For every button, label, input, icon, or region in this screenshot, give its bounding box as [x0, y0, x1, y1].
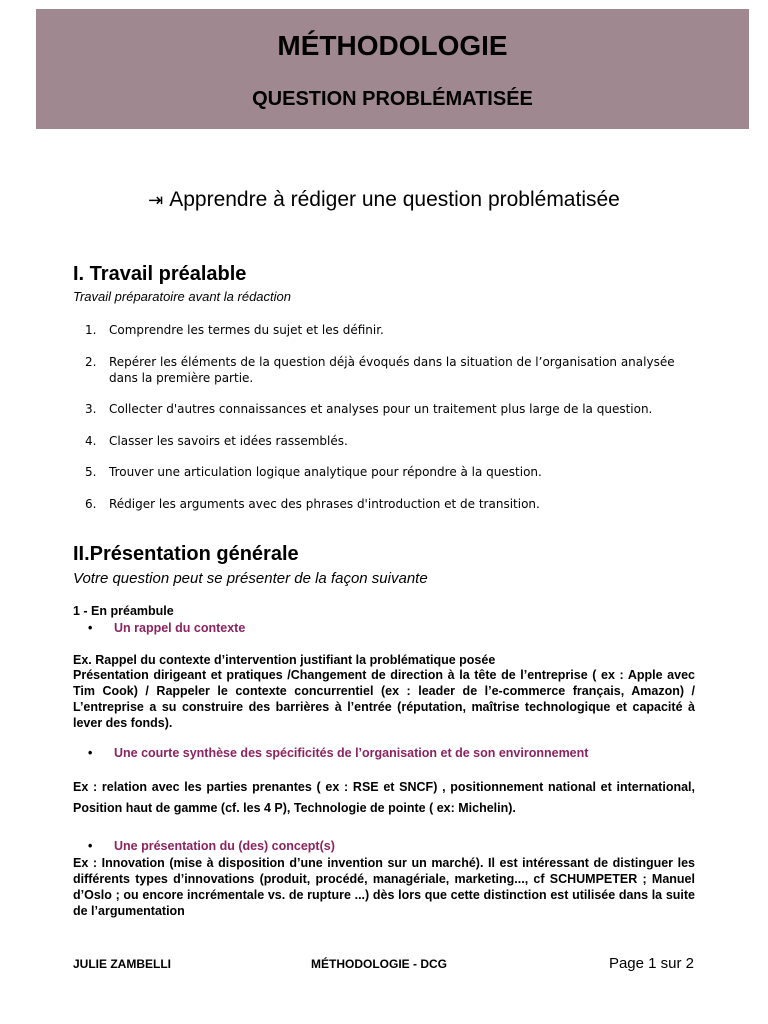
objective-text: Apprendre à rédiger une question problématisée: [169, 188, 620, 211]
example1-body: Présentation dirigeant et pratiques /Changement de direction à la tête de l’entreprise ( ex : Apple avec Tim Cook) / Rappeler le contexte concurrentiel (ex : leader de l’e-commerce français, Amazon) / L’entreprise a su construire des barrières à l’entrée (réputation, maîtrise technologique et capacité à lever des fonds).: [73, 668, 695, 730]
section2-heading: II.Présentation générale: [73, 543, 299, 565]
arrow-to-right-icon: ⇥: [148, 190, 164, 210]
example1-title: Ex. Rappel du contexte d’intervention justifiant la problématique posée: [73, 653, 496, 667]
footer-author: JULIE ZAMBELLI: [73, 957, 171, 971]
bullet-synthesis: • Une courte synthèse des spécificités de l’organisation et de son environnement: [88, 746, 589, 760]
steps-list: [73, 322, 688, 527]
list-item: 5. Trouver une articulation logique analytique pour répondre à la question.: [85, 465, 542, 479]
bullet-concepts: • Une présentation du (des) concept(s): [88, 839, 335, 853]
page-title: MÉTHODOLOGIE: [277, 30, 508, 61]
list-item: 3. Collecter d'autres connaissances et analyses pour un traitement plus large de la question.: [85, 402, 653, 416]
list-item: 2. Repérer les éléments de la question déjà évoqués dans la situation de l’organisation analysée dans la première partie.: [85, 354, 675, 385]
list-item: 4. Classer les savoirs et idées rassemblés.: [85, 433, 348, 448]
list-item: 6. Rédiger les arguments avec des phrases d'introduction et de transition.: [85, 496, 540, 511]
objective-line: [0, 186, 768, 214]
title-banner: [36, 9, 749, 129]
example2-body: Ex : relation avec les parties prenantes ( ex : RSE et SNCF) , positionnement national et international, Position haut de gamme (cf. les 4 P), Technologie de pointe ( ex: Michelin).: [73, 780, 695, 815]
preamble-label: 1 - En préambule: [73, 604, 174, 618]
page-number: Page 1 sur 2: [608, 955, 694, 972]
section1-heading: I. Travail préalable: [73, 263, 247, 285]
page-subtitle: QUESTION PROBLÉMATISÉE: [252, 88, 533, 110]
section2-subtitle: Votre question peut se présenter de la façon suivante: [73, 570, 428, 587]
bullet-context: • Un rappel du contexte: [88, 621, 246, 635]
example3-body: Ex : Innovation (mise à disposition d’une invention sur un marché). Il est intéressant de distinguer les différents types d’innovations (produit, procédé, managériale, marketing..., cf SCHUMPETER ; Manuel d’Oslo ; ou encore incrémentale vs. de rupture ...) dès lors que cette distinction est utilisée dans la suite de l’argumentation: [73, 856, 695, 918]
list-item: 1. Comprendre les termes du sujet et les définir.: [85, 323, 384, 337]
footer-title: MÉTHODOLOGIE - DCG: [311, 957, 447, 971]
section1-subtitle: Travail préparatoire avant la rédaction: [73, 289, 291, 304]
